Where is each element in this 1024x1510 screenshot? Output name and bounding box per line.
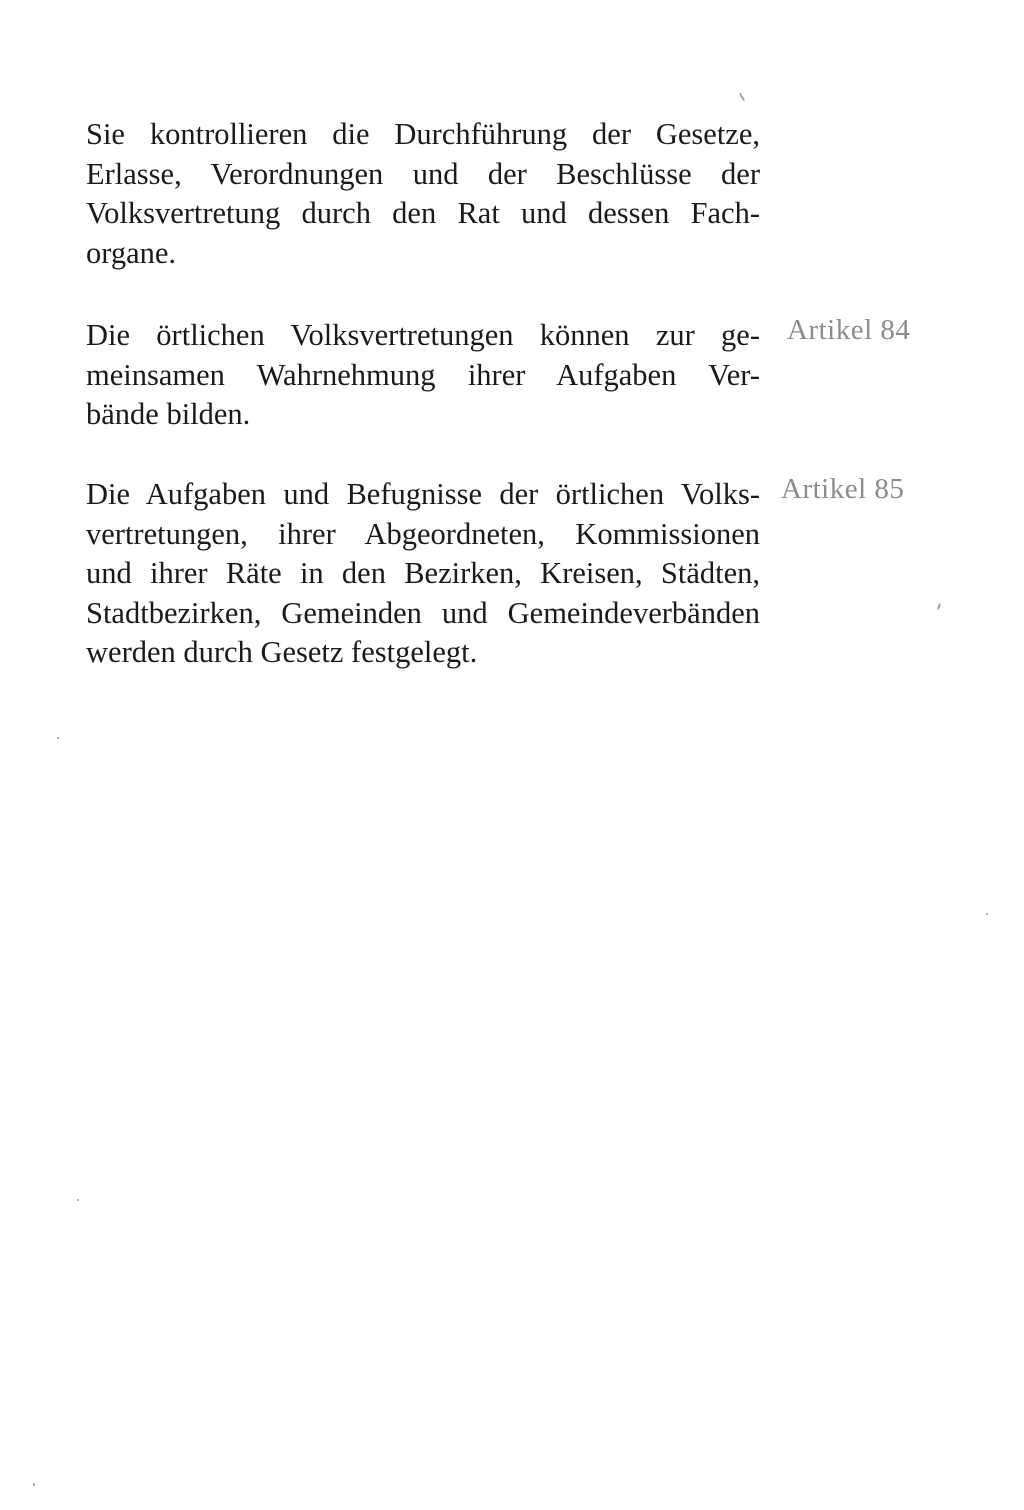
scan-speck bbox=[986, 913, 988, 915]
scan-speck bbox=[57, 737, 59, 739]
text-line: Stadtbezirken, Gemeinden und Gemeindeverbänden bbox=[86, 595, 760, 630]
scan-speck bbox=[937, 603, 941, 610]
paragraph-artikel-85 bbox=[86, 475, 760, 673]
text-line: meinsamen Wahrnehmung ihrer Aufgaben Ver- bbox=[86, 357, 760, 392]
text-line: vertretungen, ihrer Abgeordneten, Kommissionen bbox=[86, 516, 760, 551]
text-line: Die örtlichen Volksvertretungen können zur ge- bbox=[86, 318, 760, 352]
text-line: Sie kontrollieren die Durchführung der Gesetze, bbox=[86, 117, 760, 151]
text-line: Volksvertretung durch den Rat und dessen Fach- bbox=[86, 196, 760, 230]
text-line: und ihrer Räte in den Bezirken, Kreisen, Städten, bbox=[86, 556, 760, 590]
text-line: werden durch Gesetz festgelegt. bbox=[86, 635, 478, 669]
paragraph-artikel-84 bbox=[86, 316, 760, 435]
text-line: Die Aufgaben und Befugnisse der örtlichen Volks- bbox=[86, 477, 760, 511]
scan-speck bbox=[33, 1483, 35, 1486]
paragraph-kontrolle bbox=[86, 115, 760, 273]
scan-speck bbox=[77, 1199, 79, 1201]
margin-label-artikel-84: Artikel 84 bbox=[787, 314, 911, 346]
text-line: bände bilden. bbox=[86, 397, 251, 431]
scan-speck bbox=[739, 92, 746, 102]
margin-label-artikel-85: Artikel 85 bbox=[781, 473, 905, 505]
text-line: organe. bbox=[86, 235, 177, 270]
text-line: Erlasse, Verordnungen und der Beschlüsse der bbox=[86, 156, 760, 191]
